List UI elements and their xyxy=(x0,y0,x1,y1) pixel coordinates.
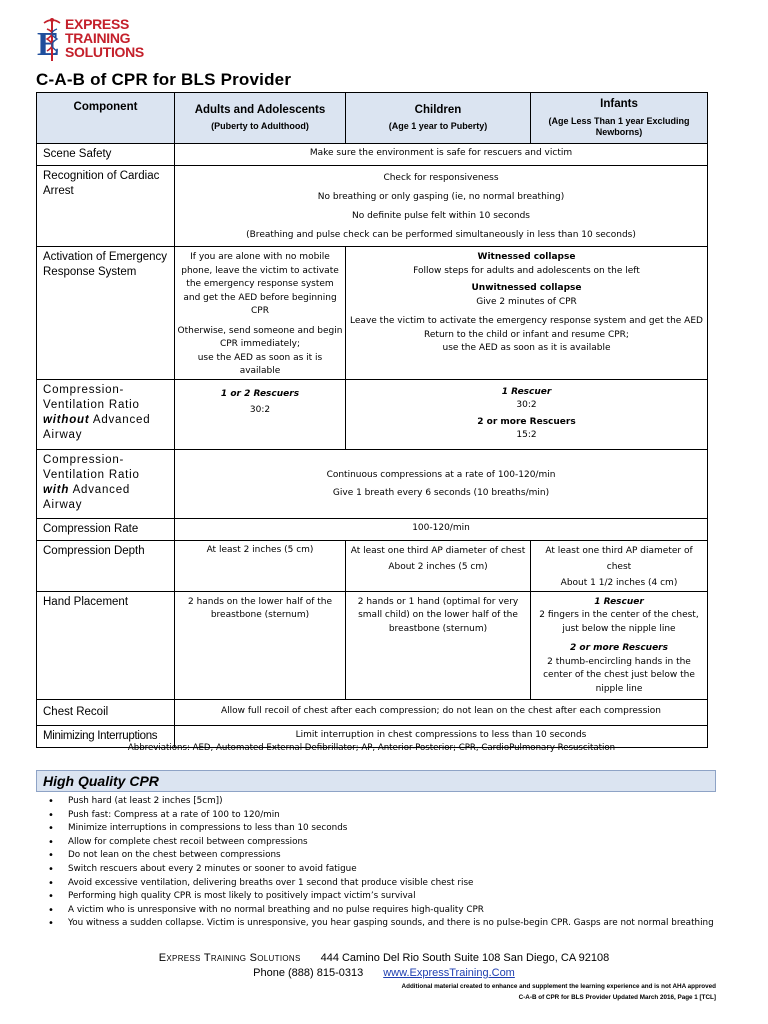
depth-children-cell xyxy=(346,540,531,591)
ratio-with-label-em: with xyxy=(43,483,70,496)
list-item: • A victim who is unresponsive with no normal breathing and no pulse requires high-quality CPR xyxy=(48,904,720,918)
row-label-compression-depth: Compression Depth xyxy=(37,540,175,591)
list-item: • Performing high quality CPR is most likely to positively impact victim’s survival xyxy=(48,890,720,904)
scene-safety-text: Make sure the environment is safe for rescuers and victim xyxy=(175,144,708,166)
activation-adults-cell xyxy=(175,247,346,380)
row-ratio-without xyxy=(37,379,708,449)
activation-adults-line-3: use the AED as soon as it is available xyxy=(197,352,323,376)
recognition-cell xyxy=(175,166,708,247)
logo-line-express: EXPRESS xyxy=(65,16,130,32)
activation-peds-cell xyxy=(346,247,708,380)
high-quality-cpr-title: High Quality CPR xyxy=(43,773,159,789)
high-quality-cpr-header xyxy=(36,770,716,792)
svg-text:E: E xyxy=(37,26,60,63)
header-infants xyxy=(531,93,708,144)
ratio-without-adults-cell xyxy=(175,379,346,449)
hand-infants-two-rescuers-text: 2 thumb-encircling hands in the center of the chest just below the nipple line xyxy=(543,656,695,694)
header-infants-sub: (Age Less Than 1 year Excluding Newborns) xyxy=(548,115,690,137)
peds-two-rescuer-ratio: 15:2 xyxy=(516,430,537,440)
row-scene-safety xyxy=(37,144,708,166)
list-item: • Do not lean on the chest between compressions xyxy=(48,849,720,863)
ratio-with-line-2: Give 1 breath every 6 seconds (10 breaths/min) xyxy=(332,487,550,498)
list-item: • Push fast: Compress at a rate of 100 to 120/min xyxy=(48,809,720,823)
recognition-line-1: Check for responsiveness xyxy=(383,173,499,183)
footer-company-name: Express Training Solutions xyxy=(158,952,301,964)
list-item: • Avoid excessive ventilation, delivering breaths over 1 second that produce visible chest rise xyxy=(48,877,720,891)
ratio-without-label-em: without xyxy=(43,413,90,426)
depth-infants-cell xyxy=(531,540,708,591)
list-item: • Allow for complete chest recoil between compressions xyxy=(48,836,720,850)
hand-adults: 2 hands on the lower half of the breastbone (sternum) xyxy=(175,591,346,699)
list-item: • Minimize interruptions in compressions to less than 10 seconds xyxy=(48,822,720,836)
activation-peds-line-6: Return to the child or infant and resume CPR; xyxy=(424,329,629,340)
peds-one-rescuer-ratio: 30:2 xyxy=(516,400,537,410)
ratio-without-peds-cell xyxy=(346,379,708,449)
cpr-comparison-table xyxy=(36,92,708,748)
header-adults xyxy=(175,93,346,144)
row-label-recognition: Recognition of Cardiac Arrest xyxy=(37,166,175,247)
activation-peds-line-5: Leave the victim to activate the emergency response system and get the AED xyxy=(350,316,703,326)
list-item: • You witness a sudden collapse. Victim is unresponsive, you hear gasping sounds, and there is no pulse-begin CPR. Gasps are not normal breathing xyxy=(48,917,720,931)
row-recognition xyxy=(37,166,708,247)
company-logo xyxy=(36,15,144,65)
ratio-with-label-post: Advanced Airway xyxy=(43,483,131,511)
activation-peds-line-7: use the AED as soon as it is available xyxy=(442,343,611,353)
footer-page-info: C-A-B of CPR for BLS Provider Updated March 2016, Page 1 [TCL] xyxy=(518,994,716,1001)
unwitnessed-heading: Unwitnessed collapse xyxy=(471,283,582,293)
list-item: • Push hard (at least 2 inches [5cm]) xyxy=(48,795,720,809)
logo-text xyxy=(65,17,144,59)
footer-disclaimer: Additional material created to enhance and supplement the learning experience and is not AHA approved xyxy=(401,983,716,990)
depth-children-line-2: About 2 inches (5 cm) xyxy=(388,561,488,572)
header-component: Component xyxy=(37,93,175,144)
chest-recoil-text: Allow full recoil of chest after each compression; do not lean on the chest after each compression xyxy=(175,699,708,725)
row-label-ratio-without xyxy=(37,379,175,449)
abbreviations-note: Abbreviations: AED, Automated External Defibrillator; AP, Anterior-Posterior; CPR, CardioPulmonary Resuscitation xyxy=(127,743,616,753)
depth-children-line-1: At least one third AP diameter of chest xyxy=(350,545,526,556)
row-compression-depth xyxy=(37,540,708,591)
ratio-without-label-post: Advanced Airway xyxy=(43,413,151,441)
activation-adults-line-2: Otherwise, send someone and begin CPR immediately; xyxy=(177,325,343,349)
hand-infants-cell xyxy=(531,591,708,699)
page-title: C-A-B of CPR for BLS Provider xyxy=(36,70,292,89)
table-header-row xyxy=(37,93,708,144)
ratio-with-line-1: Continuous compressions at a rate of 100-120/min xyxy=(326,469,556,480)
hand-children: 2 hands or 1 hand (optimal for very small child) on the lower half of the breastbone (sternum) xyxy=(346,591,531,699)
recognition-line-3: No definite pulse felt within 10 seconds xyxy=(351,211,530,221)
witnessed-text: Follow steps for adults and adolescents on the left xyxy=(413,265,640,276)
footer-contact-line xyxy=(0,967,768,979)
witnessed-heading: Witnessed collapse xyxy=(477,252,576,262)
hand-infants-two-rescuers: 2 or more Rescuers xyxy=(570,643,668,653)
row-activation xyxy=(37,247,708,380)
footer-website-link[interactable]: www.ExpressTraining.Com xyxy=(383,967,515,979)
peds-one-rescuer-label: 1 Rescuer xyxy=(501,386,552,397)
hand-infants-one-rescuer: 1 Rescuer xyxy=(594,596,644,607)
row-label-activation: Activation of Emergency Response System xyxy=(37,247,175,380)
header-adults-label: Adults and Adolescents xyxy=(194,103,326,116)
row-label-compression-rate: Compression Rate xyxy=(37,518,175,540)
ratio-without-label-pre: Compression-Ventilation Ratio xyxy=(43,383,140,411)
header-infants-label: Infants xyxy=(600,98,638,111)
ratio-with-cell xyxy=(175,449,708,518)
recognition-line-4: (Breathing and pulse check can be performed simultaneously in less than 10 seconds) xyxy=(246,230,636,240)
row-label-hand-placement: Hand Placement xyxy=(37,591,175,699)
row-label-ratio-with xyxy=(37,449,175,518)
hand-infants-one-rescuer-text: 2 fingers in the center of the chest, just below the nipple line xyxy=(539,610,699,634)
row-ratio-with xyxy=(37,449,708,518)
header-children-label: Children xyxy=(414,103,462,116)
adult-ratio-value: 30:2 xyxy=(249,404,271,415)
depth-adults: At least 2 inches (5 cm) xyxy=(175,540,346,591)
logo-line-training: TRAINING xyxy=(65,30,131,46)
depth-infants-line-2: About 1 1/2 inches (4 cm) xyxy=(560,577,678,588)
depth-infants-line-1: At least one third AP diameter of chest xyxy=(545,545,693,572)
row-label-scene-safety: Scene Safety xyxy=(37,144,175,166)
footer-address-line xyxy=(0,952,768,964)
recognition-line-2: No breathing or only gasping (ie, no normal breathing) xyxy=(317,192,565,202)
caduceus-logo-icon xyxy=(36,15,66,63)
header-children xyxy=(346,93,531,144)
footer-address: 444 Camino Del Rio South Suite 108 San Diego, CA 92108 xyxy=(320,952,610,964)
high-quality-cpr-list xyxy=(48,795,720,931)
peds-two-rescuer-label: 2 or more Rescuers xyxy=(477,416,576,427)
unwitnessed-text: Give 2 minutes of CPR xyxy=(476,296,577,307)
logo-line-solutions: SOLUTIONS xyxy=(65,44,144,60)
header-children-sub: (Age 1 year to Puberty) xyxy=(388,121,488,132)
minimizing-interruptions-text: Limit interruption in chest compressions to less than 10 seconds xyxy=(175,725,708,747)
row-compression-rate xyxy=(37,518,708,540)
row-chest-recoil xyxy=(37,699,708,725)
list-item: • Switch rescuers about every 2 minutes or sooner to avoid fatigue xyxy=(48,863,720,877)
ratio-with-label-pre: Compression-Ventilation Ratio xyxy=(43,453,140,481)
header-adults-sub: (Puberty to Adulthood) xyxy=(211,121,309,132)
footer-phone: Phone (888) 815-0313 xyxy=(253,967,364,979)
row-hand-placement xyxy=(37,591,708,699)
row-label-chest-recoil: Chest Recoil xyxy=(37,699,175,725)
row-label-minimizing-interruptions: Minimizing Interruptions xyxy=(37,725,175,747)
compression-rate-value: 100-120/min xyxy=(175,518,708,540)
adult-rescuers-label: 1 or 2 Rescuers xyxy=(220,388,300,399)
activation-adults-line-1: If you are alone with no mobile phone, leave the victim to activate the emergency response system and get the AED before beginning CPR xyxy=(181,252,339,316)
